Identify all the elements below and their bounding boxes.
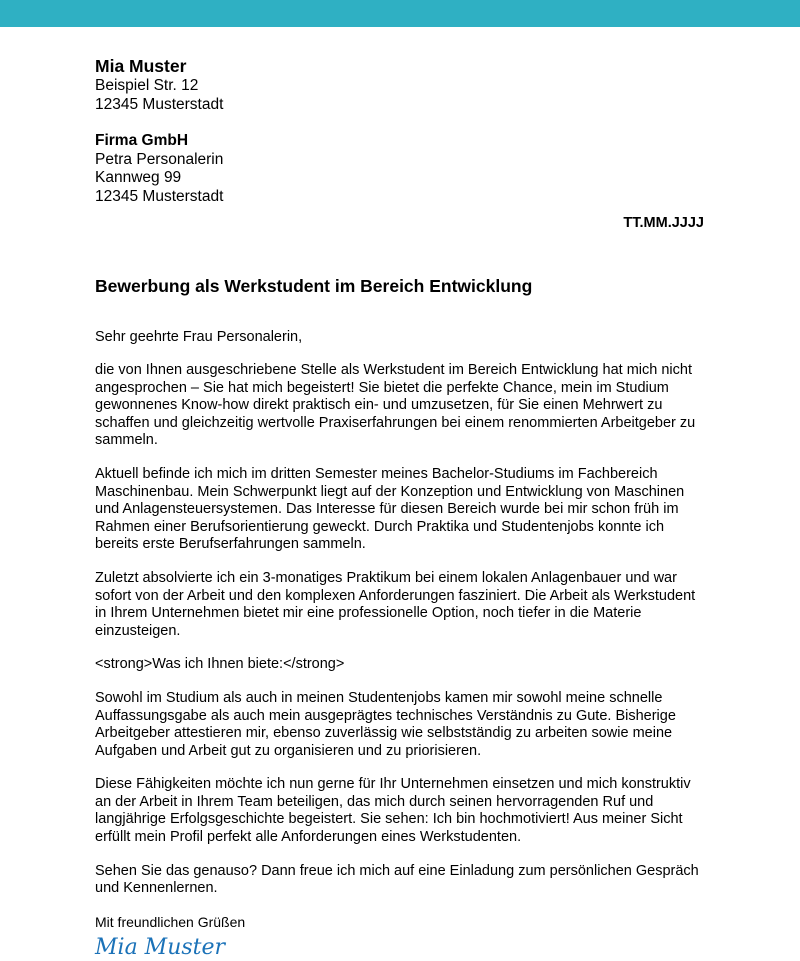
paragraph-skills: Sowohl im Studium als auch in meinen Studentenjobs kamen mir sowohl meine schnelle Auffassungsgabe als auch mein ausgeprägtes technisches Verständnis zu Gute. Bisherige Arbeitgeber attestieren mir, ebenso zuverlässig wie selbstständig zu arbeiten sowie meine Aufgaben und Arbeit gut zu organisieren und zu priorisieren.: [95, 689, 676, 759]
sender-city: 12345 Musterstadt: [95, 95, 224, 113]
letter-date: TT.MM.JJJJ: [623, 215, 704, 231]
signature-text: Mia Muster: [95, 934, 226, 960]
letter-subject: Bewerbung als Werkstudent im Bereich Entwicklung: [95, 276, 533, 296]
closing-greeting: Mit freundlichen Grüßen: [95, 913, 246, 930]
accent-bar: [0, 0, 800, 27]
paragraph-internship: Zuletzt absolvierte ich ein 3-monatiges Praktikum bei einem lokalen Anlagenbauer und war sofort von der Arbeit und den komplexen Anforderungen fasziniert. Die Arbeit als Werkstudent in Ihrem Unternehmen bietet mir eine professionelle Option, noch tiefer in die Materie einzusteigen.: [95, 569, 696, 639]
sender-block: [95, 55, 707, 114]
paragraph-offer-heading: <strong>Was ich Ihnen biete:</strong>: [95, 656, 345, 673]
paragraph-motivation: Diese Fähigkeiten möchte ich nun gerne für Ihr Unternehmen einsetzen und mich konstruktiv an der Arbeit in Ihrem Team beteiligen, das mich durch seinen hervorragenden Ruf und langjährige Erfolgsgeschichte begeistert. Sie sehen: Ich bin hochmotiviert! Aus meiner Sicht erfüllt mein Profil perfekt alle Anforderungen eines Werkstudenten.: [95, 776, 691, 846]
recipient-block: [95, 132, 707, 206]
sender-name: Mia Muster: [95, 56, 187, 76]
salutation: Sehr geehrte Frau Personalerin,: [95, 329, 303, 345]
signature: [95, 931, 707, 961]
recipient-city: 12345 Musterstadt: [95, 187, 224, 205]
recipient-person: Petra Personalerin: [95, 150, 224, 168]
recipient-street: Kannweg 99: [95, 169, 182, 186]
recipient-company: Firma GmbH: [95, 132, 189, 149]
sender-street: Beispiel Str. 12: [95, 77, 199, 94]
handwritten-signature: [95, 931, 275, 961]
letter-page: [95, 55, 707, 961]
paragraph-studies: Aktuell befinde ich mich im dritten Semester meines Bachelor-Studiums im Fachbereich Maschinenbau. Mein Schwerpunkt liegt auf der Konzeption und Entwicklung von Maschinen und Anlagensteuersystemen. Das Interesse für diesen Bereich wurde bei mir schon früh im Rahmen einer Berufsorientierung geweckt. Durch Praktika und Studentenjobs konnte ich bereits erste Berufserfahrungen sammeln.: [95, 465, 685, 553]
paragraph-invitation: Sehen Sie das genauso? Dann freue ich mich auf eine Einladung zum persönlichen Gespräch und Kennenlernen.: [95, 862, 699, 897]
paragraph-intro: die von Ihnen ausgeschriebene Stelle als Werkstudent im Bereich Entwicklung hat mich nicht angesprochen – Sie hat mich begeistert! Sie bietet die perfekte Chance, mein im Studium gewonnenes Know-how direkt praktisch ein- und umzusetzen, für Sie einen Mehrwert zu schaffen und gleichzeitig wertvolle Praxiserfahrungen bei einem renommierten Arbeitgeber zu sammeln.: [95, 362, 696, 449]
